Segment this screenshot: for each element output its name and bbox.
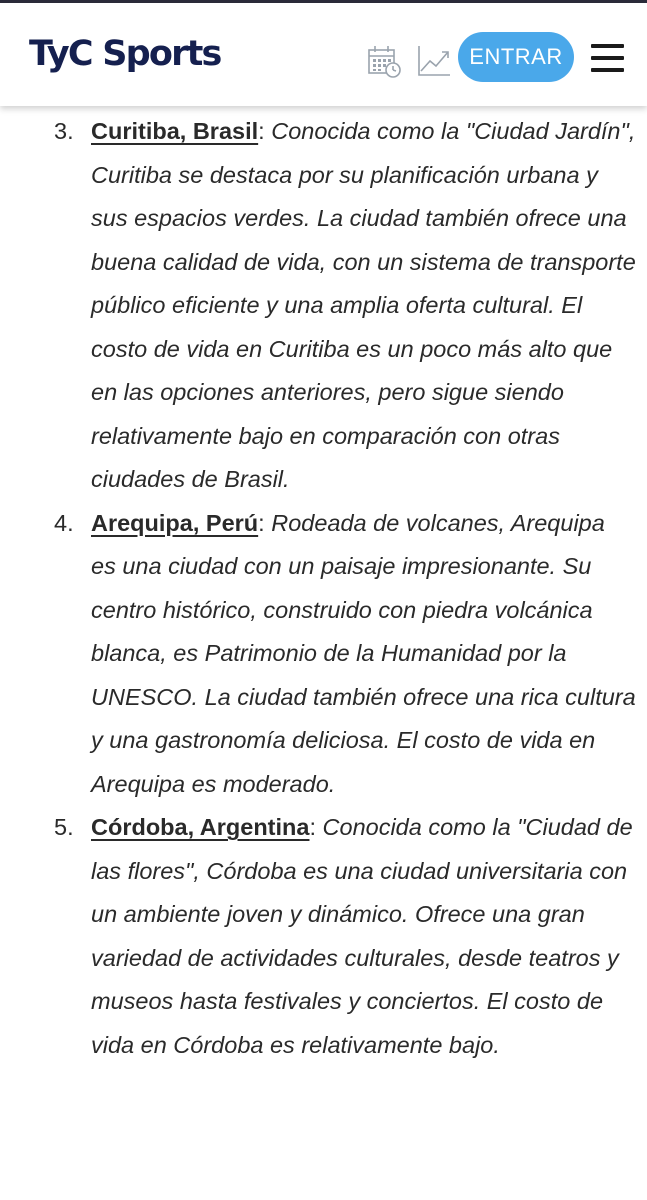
calendar-icon[interactable] [366, 43, 402, 79]
list-item-description: Conocida como la "Ciudad de las flores", Córdoba es una ciudad universitaria con un ambiente joven y dinámico. Ofrece una gran variedad de actividades culturales, desde teatros y museos hasta festivales y conciertos. El costo de vida en Córdoba es relativamente bajo. [91, 814, 633, 1058]
list-item-body [91, 502, 636, 807]
list-item-description: Rodeada de volcanes, Arequipa es una ciudad con un paisaje impresionante. Su centro histórico, construido con piedra volcánica blanca, es Patrimonio de la Humanidad por la UNESCO. La ciudad también ofrece una rica cultura y una gastronomía deliciosa. El costo de vida en Arequipa es moderado. [91, 509, 636, 797]
city-link-cordoba[interactable]: Córdoba, Argentina [91, 814, 310, 840]
list-item-body [91, 806, 636, 1067]
list-item-number: 3. [54, 118, 74, 144]
list-item [0, 502, 647, 807]
list-item-number: 4. [54, 509, 74, 536]
list-item-separator: : [258, 509, 265, 536]
list-item [0, 806, 647, 1067]
login-button[interactable]: ENTRAR [458, 32, 574, 82]
list-item-separator: : [309, 814, 316, 840]
article-body [0, 110, 647, 1067]
list-item [0, 110, 647, 502]
site-header [0, 3, 647, 106]
city-link-curitiba[interactable]: Curitiba, Brasil [91, 118, 259, 144]
city-link-arequipa[interactable]: Arequipa, Perú [91, 509, 259, 536]
list-item-body [91, 110, 636, 502]
list-item-separator: : [258, 118, 265, 144]
tyc-sports-logo[interactable]: TyC Sports [29, 34, 221, 74]
trend-icon[interactable] [416, 43, 452, 79]
list-item-description: Conocida como la "Ciudad Jardín", Curitiba se destaca por su planificación urbana y sus espacios verdes. La ciudad también ofrece una buena calidad de vida, con un sistema de transporte público eficiente y una amplia oferta cultural. El costo de vida en Curitiba es un poco más alto que en las opciones anteriores, pero sigue siendo relativamente bajo en comparación con otras ciudades de Brasil. [91, 118, 636, 492]
hamburger-menu-icon[interactable] [588, 41, 628, 75]
list-item-number: 5. [54, 814, 74, 840]
